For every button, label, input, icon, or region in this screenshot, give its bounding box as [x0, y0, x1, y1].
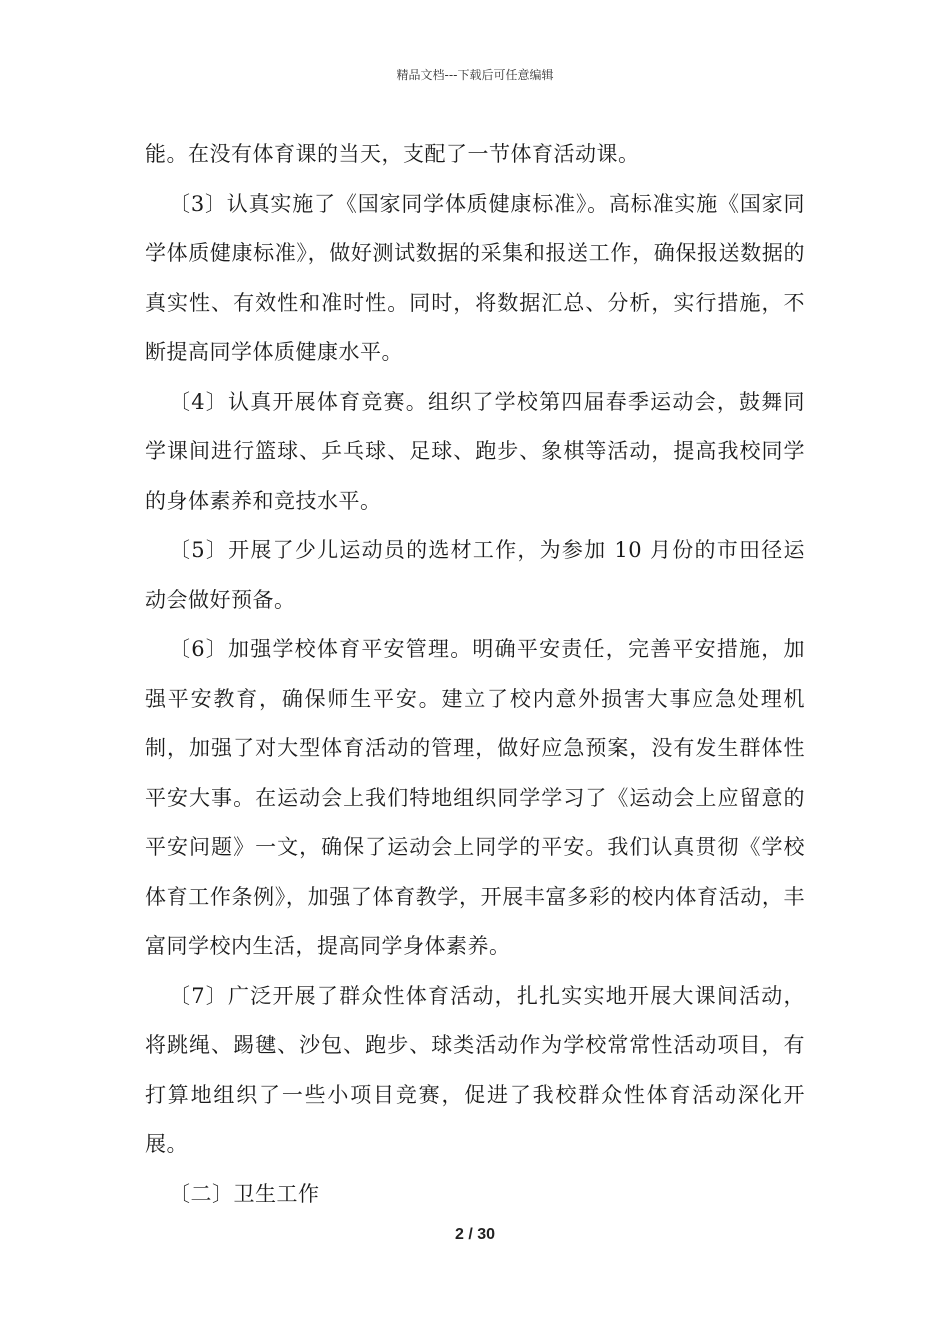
- section-heading-hygiene: 〔二〕卫生工作: [169, 1181, 320, 1206]
- document-body: [145, 130, 805, 1219]
- paragraph-item-5: 〔5〕开展了少儿运动员的选材工作，为参加 10 月份的市田径运动会做好预备。: [145, 538, 805, 612]
- paragraph-item-7: 〔7〕广泛开展了群众性体育活动，扎扎实实地开展大课间活动，将跳绳、踢毽、沙包、跑步、球类活动作为学校常常性活动项目，有打算地组织了一些小项目竞赛，促进了我校群众性体育活动深化开展。: [145, 983, 805, 1156]
- paragraph-continuation: 能。在没有体育课的当天，支配了一节体育活动课。: [145, 142, 640, 166]
- page-header: 精品文档---下载后可任意编辑: [396, 68, 554, 82]
- paragraph-item-6: 〔6〕加强学校体育平安管理。明确平安责任，完善平安措施，加强平安教育，确保师生平安。建立了校内意外损害大事应急处理机制，加强了对大型体育活动的管理，做好应急预案，没有发生群体性平安大事。在运动会上我们特地组织同学学习了《运动会上应留意的平安问题》一文，确保了运动会上同学的平安。我们认真贯彻《学校体育工作条例》，加强了体育教学，开展丰富多彩的校内体育活动，丰富同学校内生活，提高同学身体素养。: [145, 637, 805, 958]
- page-number: 2 / 30: [454, 1226, 496, 1243]
- paragraph-item-4: 〔4〕认真开展体育竞赛。组织了学校第四届春季运动会，鼓舞同学课间进行篮球、乒乓球、足球、跑步、象棋等活动，提高我校同学的身体素养和竞技水平。: [145, 389, 805, 513]
- paragraph-item-3: 〔3〕认真实施了《国家同学体质健康标准》。高标准实施《国家同学体质健康标准》，做好测试数据的采集和报送工作，确保报送数据的真实性、有效性和准时性。同时，将数据汇总、分析，实行措施，不断提高同学体质健康水平。: [145, 191, 805, 364]
